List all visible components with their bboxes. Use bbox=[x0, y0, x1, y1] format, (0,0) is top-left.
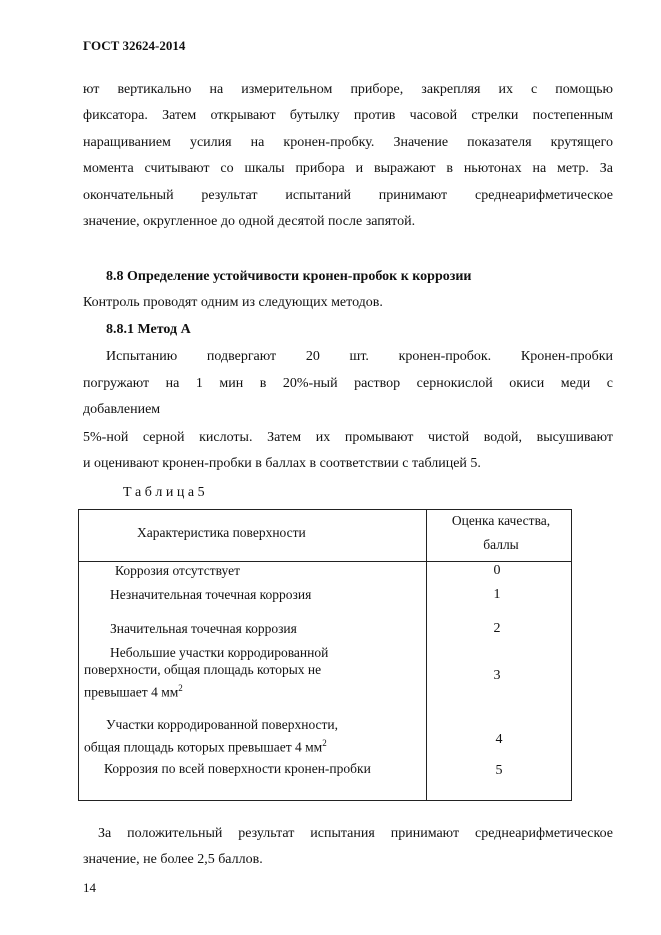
table-header-grade: Оценка качества, bbox=[451, 513, 551, 528]
table-divider bbox=[79, 561, 571, 562]
page-number: 14 bbox=[83, 880, 96, 895]
table-caption: Т а б л и ц а 5 bbox=[123, 485, 205, 500]
table-cell: Значительная точечная коррозия bbox=[110, 621, 297, 636]
text-line: 5%-ной серной кислоты. Затем их промывают чистой водой, высушивают bbox=[83, 430, 613, 445]
table-cell: Участки корродированной поверхности, bbox=[106, 717, 339, 732]
table-grade: 2 bbox=[493, 621, 501, 636]
table-cell: превышает 4 $мм^2$ bbox=[84, 683, 183, 700]
text-line: ют вертикально на измерительном приборе, закрепляя их с помощью bbox=[83, 82, 613, 97]
text-line: и оценивают кронен-пробки в баллах в соответствии с таблицей 5. bbox=[83, 456, 481, 471]
table-header-characteristic: Характеристика поверхности bbox=[137, 525, 306, 540]
table-grade: 0 bbox=[493, 563, 501, 578]
table-grade: 3 bbox=[493, 668, 501, 683]
document-code: ГОСТ 32624-2014 bbox=[83, 38, 186, 53]
text-line: добавлением bbox=[83, 402, 161, 417]
section-intro: Контроль проводят одним из следующих методов. bbox=[83, 295, 383, 310]
table-cell: Коррозия отсутствует bbox=[115, 563, 241, 578]
table-grade: 4 bbox=[495, 732, 503, 747]
table-divider bbox=[426, 510, 427, 800]
quality-table bbox=[78, 509, 572, 801]
text-line: наращиванием усилия на кронен-пробку. Значение показателя крутящего bbox=[83, 135, 613, 150]
text-line: момента считывают со шкалы прибора и выражают в ньютонах на метр. За bbox=[83, 161, 613, 176]
text-line: окончательный результат испытаний принимают среднеарифметическое bbox=[83, 188, 613, 203]
text-line: Испытанию подвергают 20 шт. кронен-пробок. Кронен-пробки bbox=[106, 349, 613, 364]
subsection-title: 8.8.1 Метод А bbox=[106, 322, 191, 337]
text-line: погружают на 1 мин в 20%-ный раствор сернокислой окиси меди с bbox=[83, 376, 613, 391]
text-line: значение, округленное до одной десятой после запятой. bbox=[83, 214, 416, 229]
table-cell: Коррозия по всей поверхности кронен-пробки bbox=[104, 761, 371, 776]
text-line: За положительный результат испытания принимают среднеарифметическое bbox=[98, 826, 613, 841]
section-title: 8.8 Определение устойчивости кронен-пробок к коррозии bbox=[106, 269, 472, 284]
table-grade: 1 bbox=[493, 587, 501, 602]
table-grade: 5 bbox=[495, 763, 503, 778]
text-line: значение, не более 2,5 баллов. bbox=[83, 852, 263, 867]
text-line: фиксатора. Затем открывают бутылку против часовой стрелки постепенным bbox=[83, 108, 613, 123]
table-cell: общая площадь которых превышает 4 $мм^2$ bbox=[84, 738, 327, 755]
table-cell: поверхности, общая площадь которых не bbox=[84, 662, 322, 677]
table-cell: Небольшие участки корродированной bbox=[110, 645, 329, 660]
table-header-grade: баллы bbox=[483, 537, 519, 552]
table-cell: Незначительная точечная коррозия bbox=[110, 587, 312, 602]
